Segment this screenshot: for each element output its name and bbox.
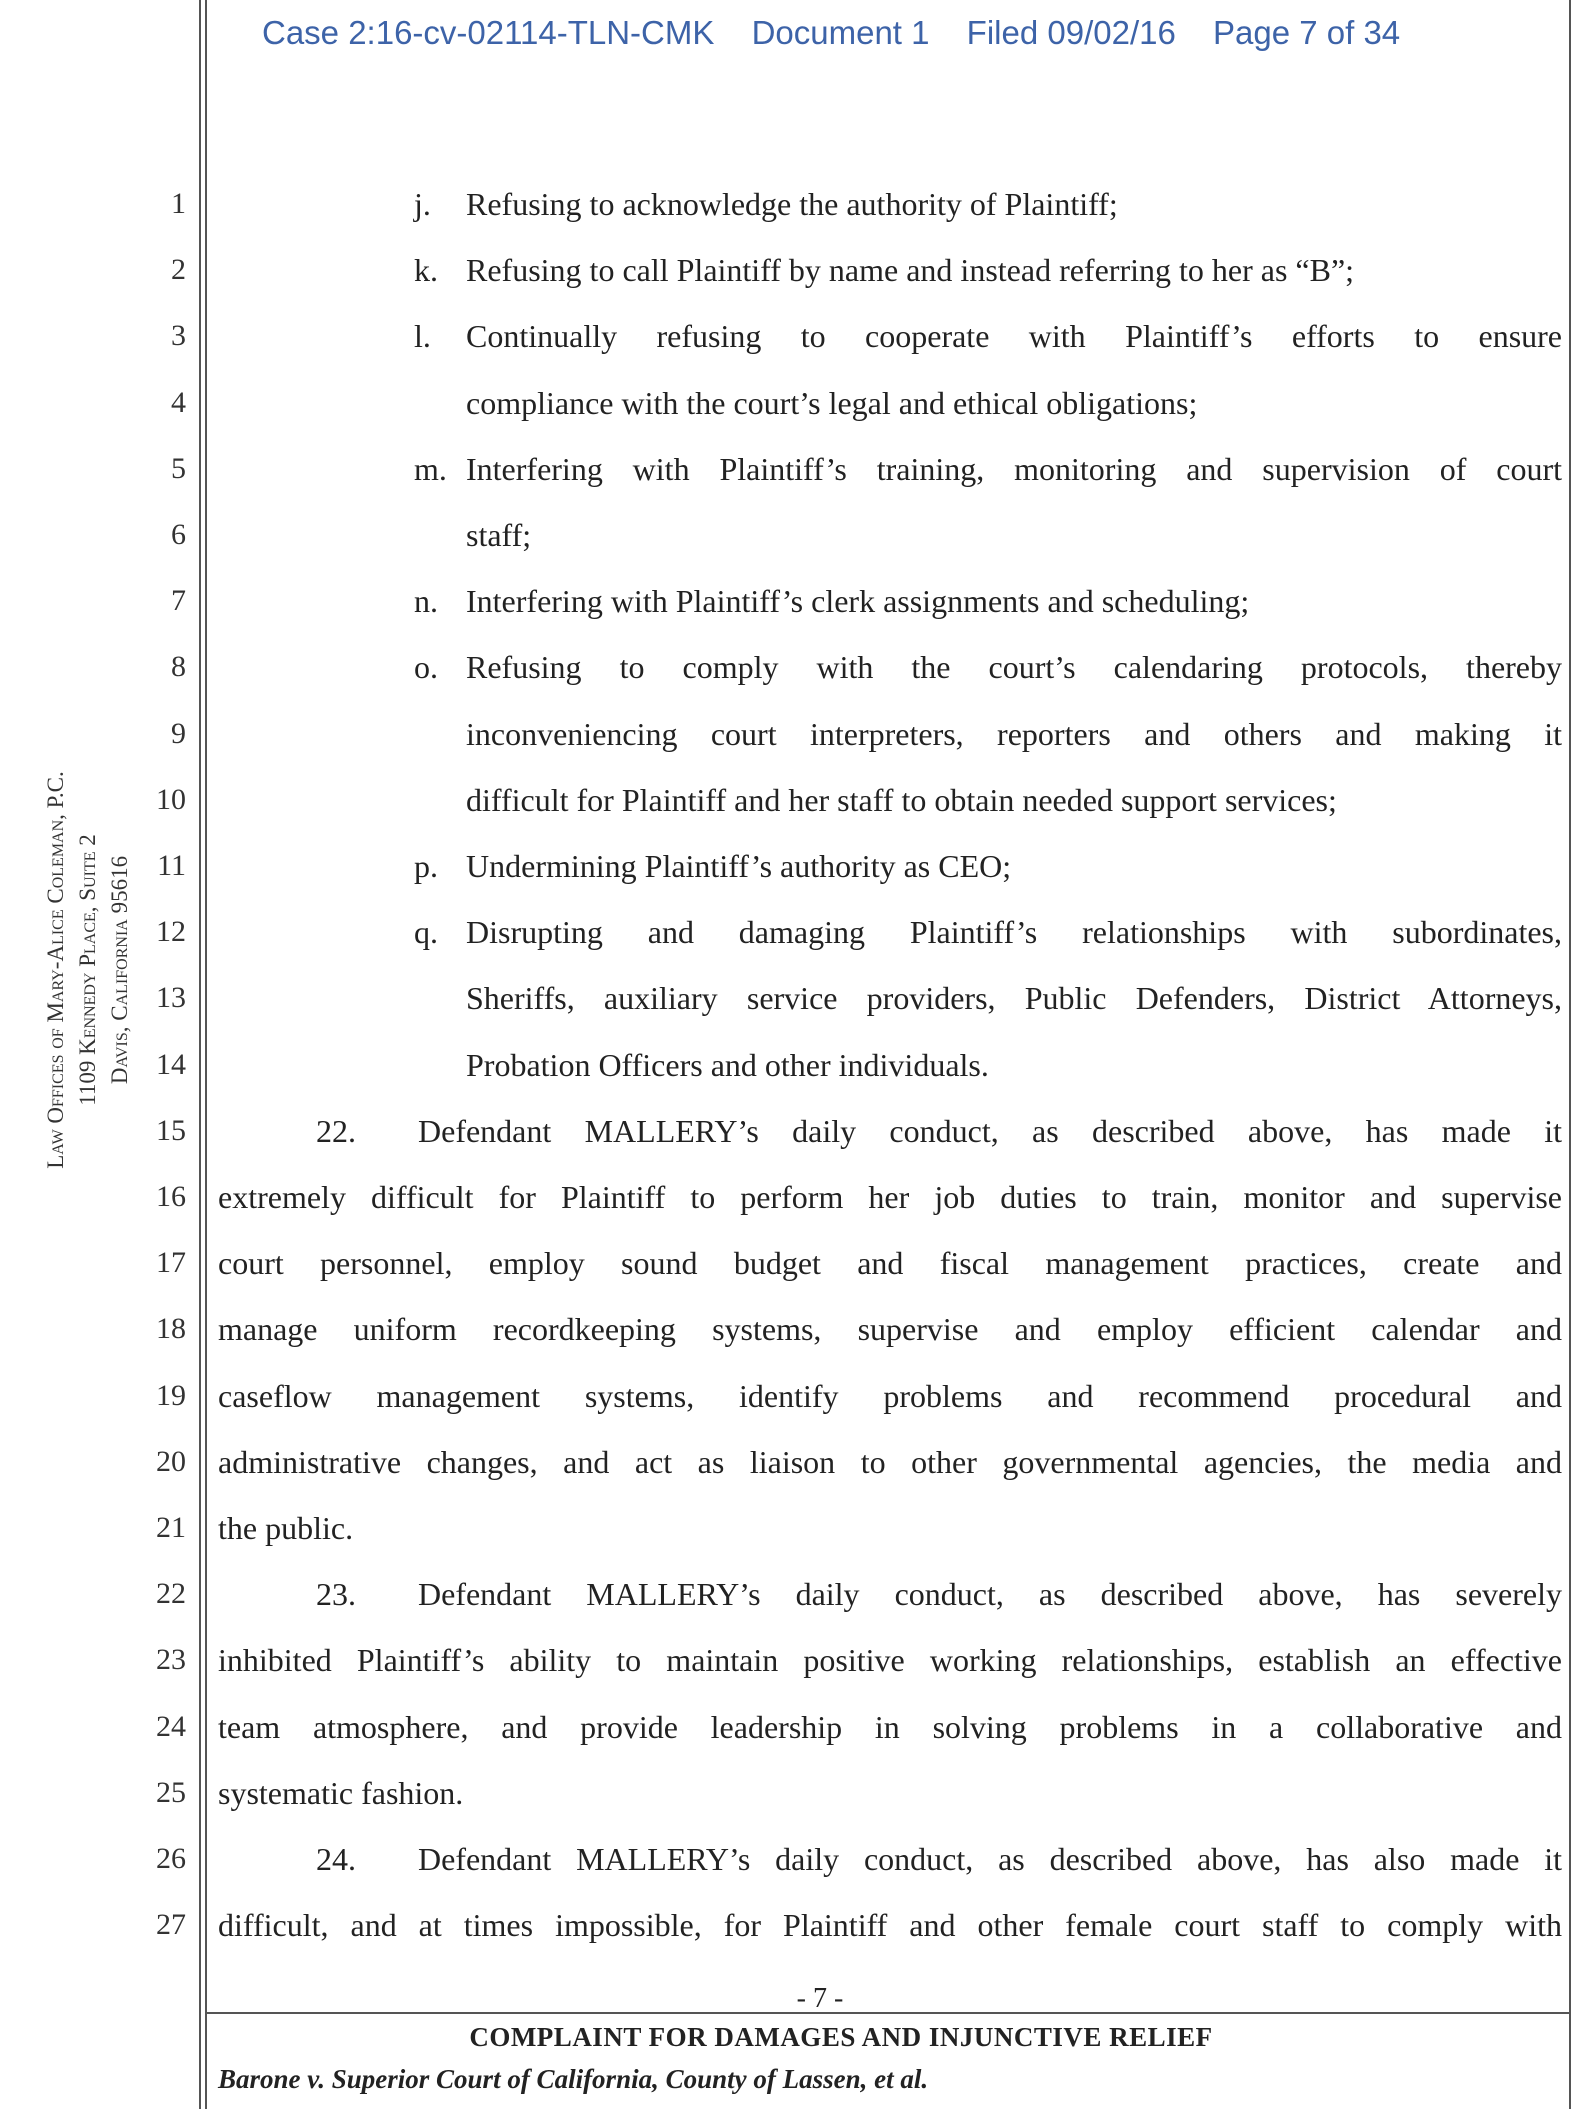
list-marker: q. xyxy=(414,914,438,951)
text-line: Refusing to comply with the court’s calendaring protocols, thereby xyxy=(466,649,1562,686)
text-line: Interfering with Plaintiff’s clerk assignments and scheduling; xyxy=(466,583,1250,620)
list-marker: l. xyxy=(414,318,431,355)
line-number: 6 xyxy=(171,518,186,551)
text-line: Refusing to call Plaintiff by name and instead referring to her as “B”; xyxy=(466,252,1355,289)
line-number: 25 xyxy=(156,1775,186,1809)
right-margin-rule xyxy=(1569,0,1571,2109)
list-marker: m. xyxy=(414,450,447,487)
left-margin-rule-outer xyxy=(199,0,201,2109)
case-number: Case 2:16-cv-02114-TLN-CMK xyxy=(262,14,715,51)
case-caption: Barone v. Superior Court of California, County of Lassen, et al. xyxy=(218,2064,929,2094)
text-line: Defendant MALLERY’s daily conduct, as described above, has severely xyxy=(418,1576,1562,1613)
line-number: 22 xyxy=(156,1577,186,1611)
line-number: 13 xyxy=(156,981,186,1015)
text-line: inhibited Plaintiff’s ability to maintain positive working relationships, establish an effective xyxy=(218,1642,1562,1679)
line-number: 17 xyxy=(156,1246,186,1280)
list-marker: o. xyxy=(414,649,438,686)
line-number: 15 xyxy=(156,1113,186,1147)
text-line: Disrupting and damaging Plaintiff’s relationships with subordinates, xyxy=(466,914,1562,951)
line-number: 9 xyxy=(171,716,186,750)
line-number: 1 xyxy=(171,187,186,220)
ecf-header xyxy=(262,14,1462,64)
paragraph-number: 24. xyxy=(316,1841,356,1877)
line-number: 5 xyxy=(171,451,186,485)
filed-date: Filed 09/02/16 xyxy=(966,14,1176,51)
document-title: COMPLAINT FOR DAMAGES AND INJUNCTIVE RELIEF xyxy=(469,2022,1213,2052)
text-line: difficult for Plaintiff and her staff to obtain needed support services; xyxy=(466,781,1337,818)
text-line: Interfering with Plaintiff’s training, monitoring and supervision of court xyxy=(466,450,1562,487)
left-margin-rule-inner xyxy=(205,0,207,2109)
text-line: systematic fashion. xyxy=(218,1774,464,1811)
line-number: 20 xyxy=(156,1444,186,1478)
text-line: administrative changes, and act as liaison to other governmental agencies, the media and xyxy=(218,1443,1562,1480)
text-line: staff; xyxy=(466,517,532,553)
line-number: 19 xyxy=(156,1378,186,1412)
firm-street: 1109 Kennedy Place, Suite 2 xyxy=(75,834,100,1106)
list-marker: p. xyxy=(414,848,438,884)
text-line: court personnel, employ sound budget and fiscal management practices, create and xyxy=(218,1245,1562,1282)
text-line: Undermining Plaintiff’s authority as CEO; xyxy=(466,848,1012,884)
text-line: caseflow management systems, identify problems and recommend procedural and xyxy=(218,1377,1562,1414)
list-marker: k. xyxy=(414,252,438,289)
line-number: 8 xyxy=(171,650,186,684)
text-line: the public. xyxy=(218,1510,354,1546)
line-number: 16 xyxy=(156,1180,186,1213)
line-number: 18 xyxy=(156,1312,186,1346)
page-number: - 7 - xyxy=(796,1983,844,2014)
line-number: 12 xyxy=(156,915,186,949)
list-marker: j. xyxy=(414,186,431,222)
line-number: 11 xyxy=(157,849,186,882)
text-line: extremely difficult for Plaintiff to perform her job duties to train, monitor and supervise xyxy=(218,1179,1562,1215)
line-number: 3 xyxy=(171,319,186,353)
text-line: Defendant MALLERY’s daily conduct, as described above, has also made it xyxy=(418,1841,1562,1877)
text-line: compliance with the court’s legal and ethical obligations; xyxy=(466,384,1198,421)
line-number: 7 xyxy=(171,584,186,618)
text-line: Probation Officers and other individuals. xyxy=(466,1046,989,1083)
page-indicator: Page 7 of 34 xyxy=(1213,14,1401,51)
line-number: 4 xyxy=(171,385,186,419)
text-line: Continually refusing to cooperate with Plaintiff’s efforts to ensure xyxy=(466,318,1562,355)
firm-name: Law Offices of Mary-Alice Coleman, P.C. xyxy=(43,771,68,1169)
document-number: Document 1 xyxy=(751,14,930,51)
firm-city: Davis, California 95616 xyxy=(107,855,132,1085)
paragraph-number: 23. xyxy=(316,1576,356,1613)
paragraph-number: 22. xyxy=(316,1112,356,1149)
text-line: team atmosphere, and provide leadership in solving problems in a collaborative and xyxy=(218,1708,1562,1745)
text-line: Sheriffs, auxiliary service providers, Public Defenders, District Attorneys, xyxy=(466,980,1562,1017)
text-line: difficult, and at times impossible, for Plaintiff and other female court staff to comply with xyxy=(218,1907,1562,1944)
list-marker: n. xyxy=(414,583,438,620)
line-number: 23 xyxy=(156,1643,186,1677)
line-number: 10 xyxy=(156,782,186,816)
text-line: Refusing to acknowledge the authority of Plaintiff; xyxy=(466,186,1118,222)
line-number: 26 xyxy=(156,1842,186,1875)
text-line: manage uniform recordkeeping systems, supervise and employ efficient calendar and xyxy=(218,1311,1562,1348)
line-number: 14 xyxy=(156,1047,186,1081)
text-line: Defendant MALLERY’s daily conduct, as described above, has made it xyxy=(418,1112,1562,1149)
text-line: inconveniencing court interpreters, reporters and others and making it xyxy=(466,715,1562,752)
line-number: 2 xyxy=(171,253,186,287)
line-number: 24 xyxy=(156,1709,186,1743)
line-number: 21 xyxy=(156,1511,186,1544)
line-number: 27 xyxy=(156,1908,186,1942)
